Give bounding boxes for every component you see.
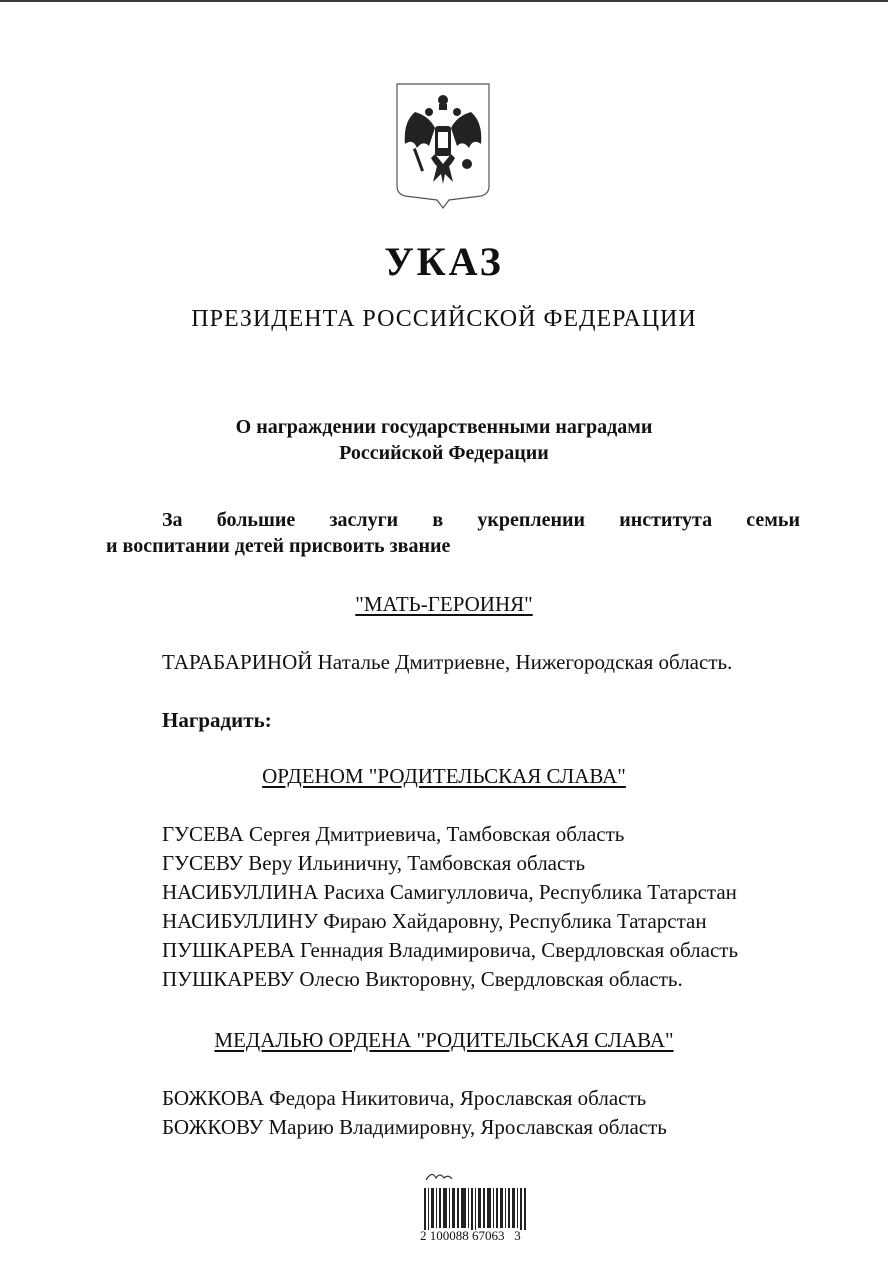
award-label: Наградить: xyxy=(162,708,272,732)
barcode-number: 2 100088 67063 3 xyxy=(420,1228,521,1243)
document-subtitle: ПРЕЗИДЕНТА РОССИЙСКОЙ ФЕДЕРАЦИИ xyxy=(191,306,697,332)
list-item: БОЖКОВА Федора Никитовича, Ярославская область xyxy=(162,1086,647,1110)
intro-word: За xyxy=(162,509,183,531)
intro-paragraph xyxy=(106,507,800,559)
title-award-heading xyxy=(0,592,888,617)
intro-line-2: и воспитании детей присвоить звание xyxy=(106,535,451,557)
intro-word: в xyxy=(432,509,444,531)
intro-line-1 xyxy=(106,507,800,533)
intro-word: большие xyxy=(216,509,296,531)
top-border xyxy=(0,0,888,2)
title-award-text: "МАТЬ-ГЕРОИНЯ" xyxy=(355,592,533,616)
decree-heading xyxy=(0,414,888,466)
signature-mark-icon xyxy=(424,1168,454,1184)
list-item: НАСИБУЛЛИНА Расиха Самигулловича, Республика Татарстан xyxy=(162,880,737,904)
list-item: ГУСЕВУ Веру Ильиничну, Тамбовская область xyxy=(162,851,586,875)
order-heading-text: ОРДЕНОМ "РОДИТЕЛЬСКАЯ СЛАВА" xyxy=(262,764,626,788)
heading-line: Российской Федерации xyxy=(339,442,549,464)
list-item: ПУШКАРЕВУ Олесю Викторовну, Свердловская область. xyxy=(162,967,683,991)
medal-heading-text: МЕДАЛЬЮ ОРДЕНА "РОДИТЕЛЬСКАЯ СЛАВА" xyxy=(214,1028,674,1052)
barcode-bars-icon xyxy=(424,1188,528,1230)
medal-heading xyxy=(0,1028,888,1053)
heading-line: О награждении государственными наградами xyxy=(235,416,653,438)
list-item: БОЖКОВУ Марию Владимировну, Ярославская область xyxy=(162,1115,667,1139)
order-recipients-list xyxy=(162,820,738,994)
order-heading xyxy=(0,764,888,789)
intro-word: семьи xyxy=(746,509,800,531)
intro-word: заслуги xyxy=(329,509,399,531)
document-title: УКАЗ xyxy=(384,239,504,284)
title-recipient: ТАРАБАРИНОЙ Наталье Дмитриевне, Нижегородская область. xyxy=(162,650,733,674)
list-item: НАСИБУЛЛИНУ Фираю Хайдаровну, Республика Татарстан xyxy=(162,909,707,933)
medal-recipients-list xyxy=(162,1084,667,1142)
coat-of-arms-icon xyxy=(395,82,491,210)
list-item: ГУСЕВА Сергея Дмитриевича, Тамбовская область xyxy=(162,822,625,846)
intro-word: института xyxy=(619,509,713,531)
list-item: ПУШКАРЕВА Геннадия Владимировича, Свердловская область xyxy=(162,938,739,962)
intro-word: укреплении xyxy=(477,509,586,531)
